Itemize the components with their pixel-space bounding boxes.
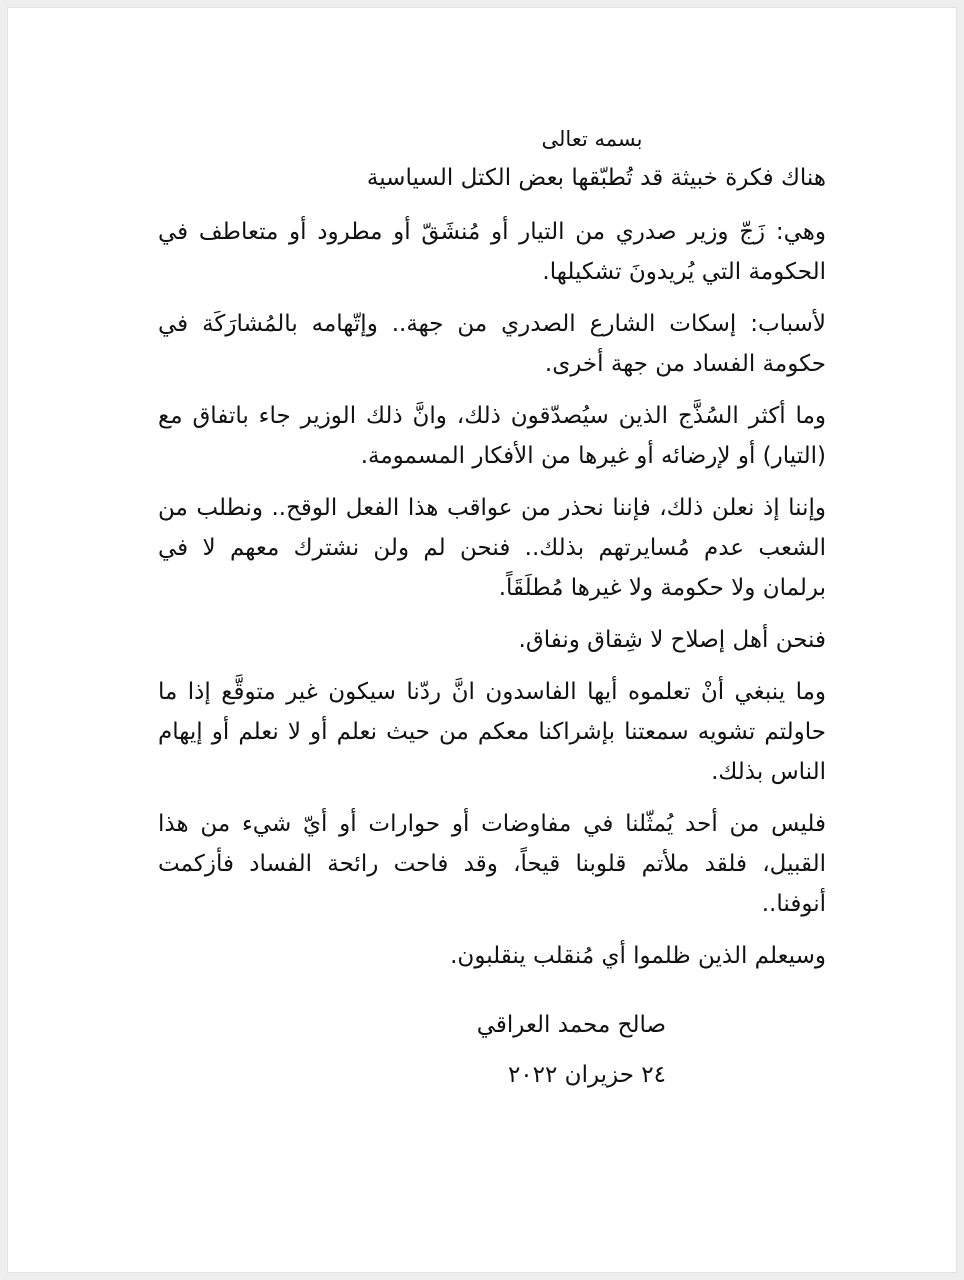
signature-block [346,1000,666,1100]
signature-name: صالح محمد العراقي [476,1012,666,1038]
paragraph: فنحن أهل إصلاح لا شِقاق ونفاق. [518,627,826,653]
document-body [158,120,826,988]
paragraph: لأسباب: إسكات الشارع الصدري من جهة.. وإتّهامه بالمُشارَكَة في حكومة الفساد من جهة أخرى. [158,311,826,377]
paragraph: وما ينبغي أنْ تعلموه أيها الفاسدون انَّ ردّنا سيكون غير متوقَّع إذا ما حاولتم تشويه سمعتنا بإشراكنا معكم من حيث نعلم أو لا نعلم أو إيهام الناس بذلك. [158,679,826,785]
paragraph: وسيعلم الذين ظلموا أي مُنقلب ينقلبون. [450,943,826,969]
paragraph: وما أكثر السُذَّج الذين سيُصدّقون ذلك، وانَّ ذلك الوزير جاء باتفاق مع (التيار) أو لإرضائه أو غيرها من الأفكار المسمومة. [158,403,826,469]
intro-line: هناك فكرة خبيثة قد تُطبّقها بعض الكتل السياسية [366,165,826,191]
paragraph: وإننا إذ نعلن ذلك، فإننا نحذر من عواقب هذا الفعل الوقح.. ونطلب من الشعب عدم مُسايرتهم بذلك.. فنحن لم ولن نشترك معهم لا في برلمان ولا حكومة ولا غيرها مُطلَقَاً. [158,495,826,601]
paragraph: فليس من أحد يُمثّلنا في مفاوضات أو حوارات أو أيّ شيء من هذا القبيل، فلقد ملأتم قلوبنا قيحاً، وقد فاحت رائحة الفساد فأزكمت أنوفنا.. [158,811,826,917]
document-heading: بسمه تعالى [541,127,643,151]
paragraph: وهي: زَجّ وزير صدري من التيار أو مُنشَقّ أو مطرود أو متعاطف في الحكومة التي يُريدونَ تشكيلها. [158,219,826,285]
signature-date: ٢٤ حزيران ٢٠٢٢ [507,1062,666,1088]
document-page [8,8,956,1272]
